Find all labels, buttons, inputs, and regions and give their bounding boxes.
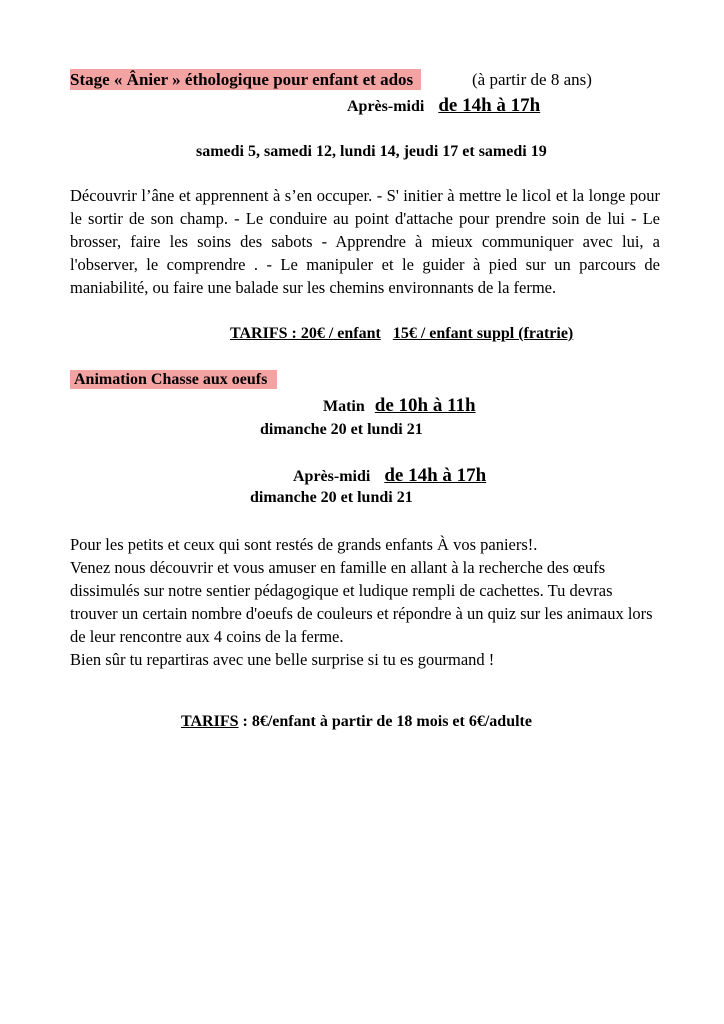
animation-description-line: Bien sûr tu repartiras avec une belle surprise si tu es gourmand ! <box>70 650 495 669</box>
animation-afternoon-row <box>293 465 486 487</box>
stage-heading-row <box>70 70 421 90</box>
animation-morning-dates: dimanche 20 et lundi 21 <box>260 421 423 438</box>
animation-morning-row <box>323 395 476 417</box>
stage-tarif-1: TARIFS : 20€ / enfant <box>230 325 381 342</box>
animation-morning-label: Matin <box>323 398 365 415</box>
stage-description-text: Découvrir l’âne et apprennent à s’en occuper. - S' initier à mettre le licol et la longe pour le sortir de son champ. - Le conduire au point d'attache pour prendre soin de lui - Le brosser, faire les soins des sabots - Apprendre à mieux communiquer avec lui, a l'observer, le comprendre . - Le manipuler et le guider à pied sur un parcours de maniabilité, ou faire une balade sur les chemins environnants de la ferme. <box>70 186 660 297</box>
stage-time-label: Après-midi <box>347 98 425 115</box>
stage-time-value: de 14h à 17h <box>438 95 541 116</box>
animation-afternoon-dates: dimanche 20 et lundi 21 <box>250 489 413 506</box>
animation-morning-value: de 10h à 11h <box>374 395 476 416</box>
animation-tarifs <box>181 713 532 731</box>
animation-description <box>70 533 660 671</box>
animation-tarif-value: : 8€/enfant à partir de 18 mois et 6€/adulte <box>238 713 532 730</box>
animation-description-line: Venez nous découvrir et vous amuser en famille en allant à la recherche des œufs dissimulés sur notre sentier pédagogique et ludique rempli de cachettes. Tu devras trouver un certain nombre d'oeufs de couleurs et répondre à un quiz sur les animaux lors de leur rencontre aux 4 coins de la ferme. <box>70 558 653 646</box>
animation-afternoon-value: de 14h à 17h <box>384 465 487 486</box>
stage-dates: samedi 5, samedi 12, lundi 14, jeudi 17 et samedi 19 <box>196 143 547 160</box>
animation-description-line: Pour les petits et ceux qui sont restés de grands enfants À vos paniers!. <box>70 535 538 554</box>
stage-age: (à partir de 8 ans) <box>472 70 592 89</box>
stage-time-row <box>347 95 540 117</box>
animation-afternoon-label: Après-midi <box>293 468 371 485</box>
stage-title: Stage « Ânier » éthologique pour enfant et ados <box>70 69 421 90</box>
stage-tarifs <box>230 325 573 343</box>
animation-tarif-label: TARIFS <box>181 713 239 730</box>
stage-tarif-2: 15€ / enfant suppl (fratrie) <box>392 325 574 342</box>
stage-description <box>70 184 660 299</box>
animation-title: Animation Chasse aux oeufs <box>70 370 277 389</box>
animation-heading-row <box>70 371 277 389</box>
